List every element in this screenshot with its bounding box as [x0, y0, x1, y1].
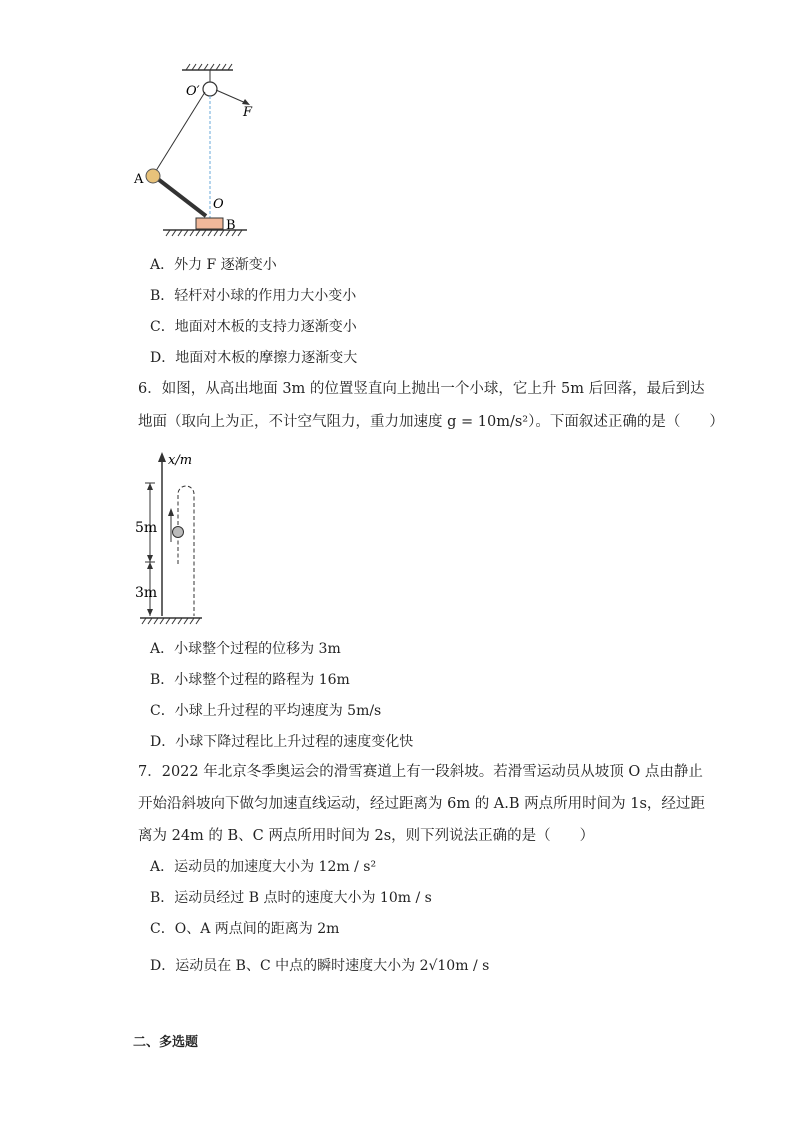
- section-heading: 二、多选题: [133, 1035, 199, 1050]
- q6-stem-line-1: 6．如图，从高出地面 3m 的位置竖直向上抛出一个小球，它上升 5m 后回落，最后到达: [138, 381, 705, 397]
- q6-stem-line-2: 地面（取向上为正，不计空气阻力，重力加速度 g = 10m/s²）。下面叙述正确的是（ ）: [138, 414, 724, 430]
- q6-option-a: A．小球整个过程的位移为 3m: [150, 641, 341, 657]
- label-a: A: [134, 172, 144, 187]
- q6-option-c: C．小球上升过程的平均速度为 5m/s: [150, 703, 382, 719]
- label-5m: 5m: [135, 520, 158, 536]
- axis-label-x: x/m: [168, 453, 193, 468]
- q5-option-c: C．地面对木板的支持力逐渐变小: [150, 319, 357, 335]
- q5-option-a: A．外力 F 逐渐变小: [150, 257, 277, 273]
- q5-option-b: B．轻杆对小球的作用力大小变小: [150, 288, 357, 304]
- label-o: O: [213, 197, 224, 212]
- q6-option-d: D．小球下降过程比上升过程的速度变化快: [150, 734, 414, 750]
- pulley-rod-figure: [130, 62, 260, 242]
- label-f: F: [243, 105, 253, 120]
- q7-option-c: C．O、A 两点间的距离为 2m: [150, 921, 340, 937]
- q5-option-d: D．地面对木板的摩擦力逐渐变大: [150, 350, 358, 366]
- q7-option-b: B．运动员经过 B 点时的速度大小为 10m / s: [150, 890, 432, 906]
- q7-option-a: A．运动员的加速度大小为 12m / s²: [150, 859, 377, 875]
- q7-stem-line-3: 离为 24m 的 B、C 两点所用时间为 2s，则下列说法正确的是（ ）: [138, 828, 595, 844]
- q6-option-b: B．小球整个过程的路程为 16m: [150, 672, 350, 688]
- label-o-prime: O′: [186, 84, 200, 99]
- q7-option-d: D．运动员在 B、C 中点的瞬时速度大小为 2√10m / s: [150, 958, 490, 974]
- q7-stem-line-1: 7．2022 年北京冬季奥运会的滑雪赛道上有一段斜坡。若滑雪运动员从坡顶 O 点由静止: [138, 764, 703, 780]
- label-b: B: [226, 218, 236, 233]
- label-3m: 3m: [135, 585, 158, 601]
- vertical-throw-figure: [128, 450, 238, 630]
- q7-stem-line-2: 开始沿斜坡向下做匀加速直线运动，经过距离为 6m 的 A.B 两点所用时间为 1s，经过距: [138, 796, 705, 812]
